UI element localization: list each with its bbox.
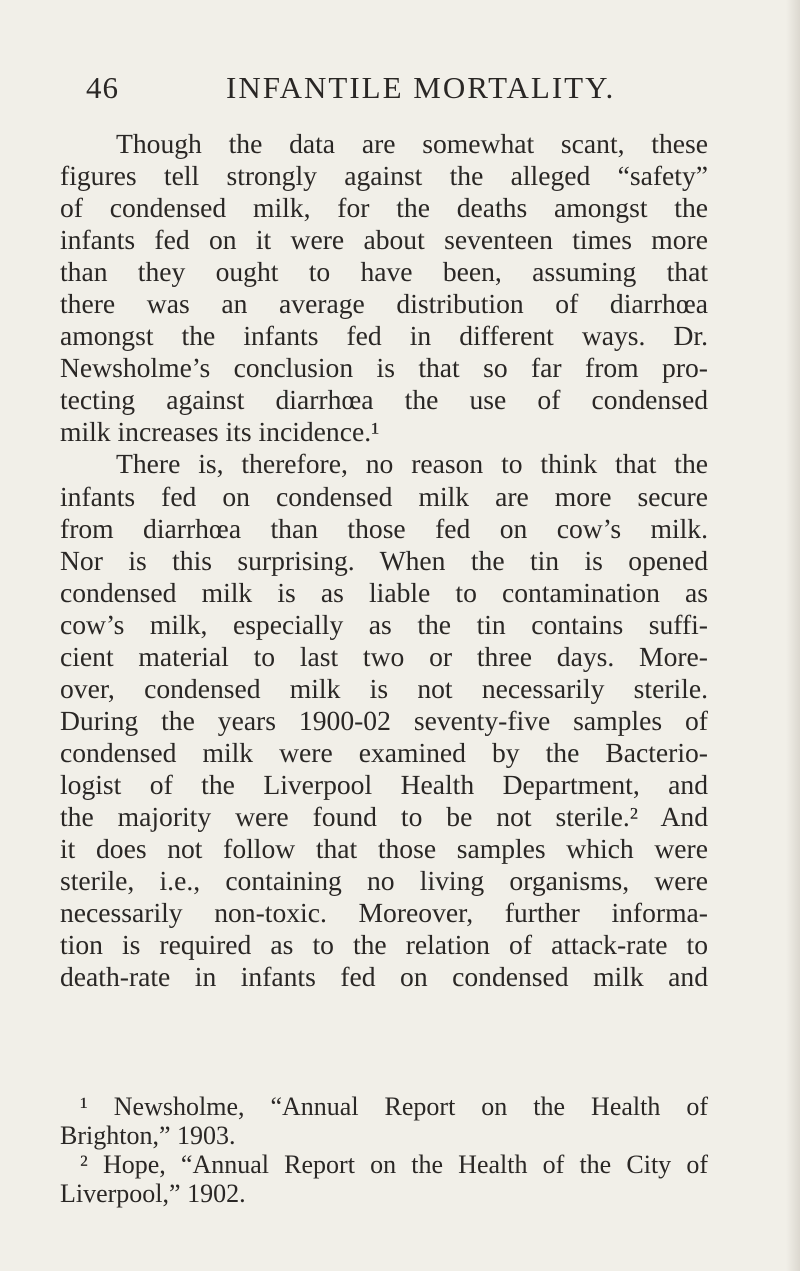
text-line: the majority were found to be not sterile.² And	[60, 800, 708, 832]
text-line: death-rate in infants fed on condensed milk and	[60, 961, 708, 993]
footnote-line: Brighton,” 1903.	[60, 1121, 236, 1150]
text-line: Nor is this surprising. When the tin is opened	[60, 544, 708, 576]
text-line: figures tell strongly against the alleged “safety”	[60, 160, 708, 192]
text-line: than they ought to have been, assuming that	[60, 256, 708, 288]
footnote-line: ² Hope, “Annual Report on the Health of the City of	[80, 1150, 708, 1179]
text-line: condensed milk is as liable to contamination as	[60, 576, 708, 608]
text-line: amongst the infants fed in different ways. Dr.	[60, 320, 708, 352]
page-header	[86, 70, 706, 116]
running-head: INFANTILE MORTALITY.	[226, 70, 616, 105]
paragraph-2	[60, 448, 708, 993]
text-line: from diarrhœa than those fed on cow’s milk.	[60, 512, 708, 544]
paragraph-1	[60, 128, 708, 448]
text-line: cient material to last two or three days. More-	[60, 640, 708, 672]
text-line: Newsholme’s conclusion is that so far from pro-	[60, 352, 708, 384]
text-line: Though the data are somewhat scant, these	[116, 128, 708, 159]
footnote-2	[60, 1150, 708, 1208]
text-line: There is, therefore, no reason to think that the	[116, 448, 708, 480]
text-line: of condensed milk, for the deaths amongst the	[60, 192, 708, 224]
text-line: necessarily non-toxic. Moreover, further informa-	[60, 897, 708, 929]
text-line: During the years 1900-02 seventy-five samples of	[60, 704, 708, 736]
text-line: condensed milk were examined by the Bacterio-	[60, 736, 708, 768]
text-line: sterile, i.e., containing no living organisms, were	[60, 865, 708, 897]
text-line: tecting against diarrhœa the use of condensed	[60, 384, 708, 416]
body-text	[60, 128, 708, 993]
text-line: infants fed on condensed milk are more secure	[60, 480, 708, 512]
text-line: logist of the Liverpool Health Department, and	[60, 768, 708, 800]
text-line: milk increases its incidence.¹	[60, 416, 380, 448]
text-line: tion is required as to the relation of attack-rate to	[60, 929, 708, 961]
footnote-1	[60, 1092, 708, 1150]
footnotes	[60, 1092, 708, 1208]
text-line: there was an average distribution of diarrhœa	[60, 288, 708, 320]
page-number: 46	[86, 70, 119, 105]
text-line: over, condensed milk is not necessarily sterile.	[60, 672, 708, 704]
text-line: infants fed on it were about seventeen times more	[60, 224, 708, 256]
text-line: it does not follow that those samples which were	[60, 833, 708, 865]
page-edge-shadow	[786, 0, 800, 1271]
text-line: cow’s milk, especially as the tin contains suffi-	[60, 608, 708, 640]
footnote-line: Liverpool,” 1902.	[60, 1179, 246, 1208]
footnote-line: ¹ Newsholme, “Annual Report on the Health of	[80, 1092, 708, 1121]
